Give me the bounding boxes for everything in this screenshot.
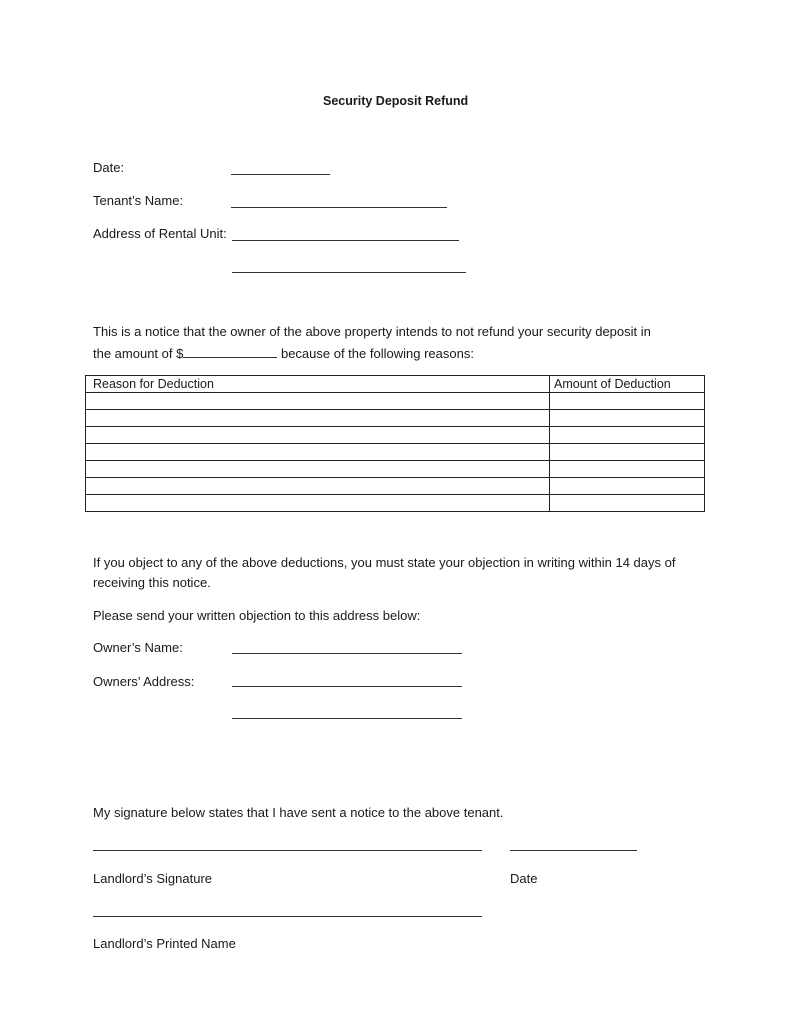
deposit-amount-field[interactable] bbox=[183, 345, 277, 358]
signature-date-label: Date bbox=[510, 871, 538, 886]
header-reason: Reason for Deduction bbox=[86, 376, 550, 393]
amount-cell[interactable] bbox=[550, 410, 705, 427]
reason-cell[interactable] bbox=[86, 495, 550, 512]
landlord-printed-name-field[interactable] bbox=[93, 916, 482, 917]
amount-cell[interactable] bbox=[550, 495, 705, 512]
signature-date-field[interactable] bbox=[510, 850, 637, 851]
table-row bbox=[86, 410, 705, 427]
address-field-line1[interactable] bbox=[232, 240, 459, 241]
owner-name-field[interactable] bbox=[232, 653, 462, 654]
notice-amount-prefix: the amount of $ bbox=[93, 346, 184, 361]
notice-line2 bbox=[93, 345, 474, 361]
reason-cell[interactable] bbox=[86, 410, 550, 427]
tenant-name-label: Tenant’s Name: bbox=[93, 193, 184, 208]
owner-address-field-line2[interactable] bbox=[232, 718, 462, 719]
objection-line1: If you object to any of the above deductions, you must state your objection in writing within 14 days of bbox=[93, 555, 676, 570]
amount-cell[interactable] bbox=[550, 393, 705, 410]
landlord-printed-name-label: Landlord’s Printed Name bbox=[93, 936, 236, 951]
amount-cell[interactable] bbox=[550, 427, 705, 444]
table-row bbox=[86, 495, 705, 512]
amount-cell[interactable] bbox=[550, 444, 705, 461]
objection-line2: receiving this notice. bbox=[93, 575, 211, 590]
document-title: Security Deposit Refund bbox=[323, 94, 469, 108]
table-row bbox=[86, 478, 705, 495]
reason-cell[interactable] bbox=[86, 444, 550, 461]
date-field[interactable] bbox=[231, 174, 330, 175]
table-row bbox=[86, 444, 705, 461]
landlord-signature-label: Landlord’s Signature bbox=[93, 871, 213, 886]
table-row bbox=[86, 427, 705, 444]
send-objection-text: Please send your written objection to this address below: bbox=[93, 608, 421, 623]
amount-cell[interactable] bbox=[550, 478, 705, 495]
notice-amount-suffix: because of the following reasons: bbox=[280, 346, 474, 361]
owner-name-label: Owner’s Name: bbox=[93, 640, 183, 655]
landlord-signature-field[interactable] bbox=[93, 850, 482, 851]
header-amount: Amount of Deduction bbox=[550, 376, 705, 393]
reason-cell[interactable] bbox=[86, 461, 550, 478]
amount-cell[interactable] bbox=[550, 461, 705, 478]
notice-line1: This is a notice that the owner of the above property intends to not refund your security deposit in bbox=[93, 324, 651, 339]
owner-address-label: Owners’ Address: bbox=[93, 674, 195, 689]
table-row bbox=[86, 393, 705, 410]
tenant-name-field[interactable] bbox=[231, 207, 447, 208]
reason-cell[interactable] bbox=[86, 427, 550, 444]
signature-statement: My signature below states that I have sent a notice to the above tenant. bbox=[93, 805, 504, 820]
owner-address-field-line1[interactable] bbox=[232, 686, 462, 687]
table-header-row bbox=[86, 376, 705, 393]
address-field-line2[interactable] bbox=[232, 272, 466, 273]
address-label: Address of Rental Unit: bbox=[93, 226, 227, 241]
reason-cell[interactable] bbox=[86, 478, 550, 495]
reason-cell[interactable] bbox=[86, 393, 550, 410]
deductions-table bbox=[85, 375, 705, 512]
table-row bbox=[86, 461, 705, 478]
date-label: Date: bbox=[93, 160, 125, 175]
